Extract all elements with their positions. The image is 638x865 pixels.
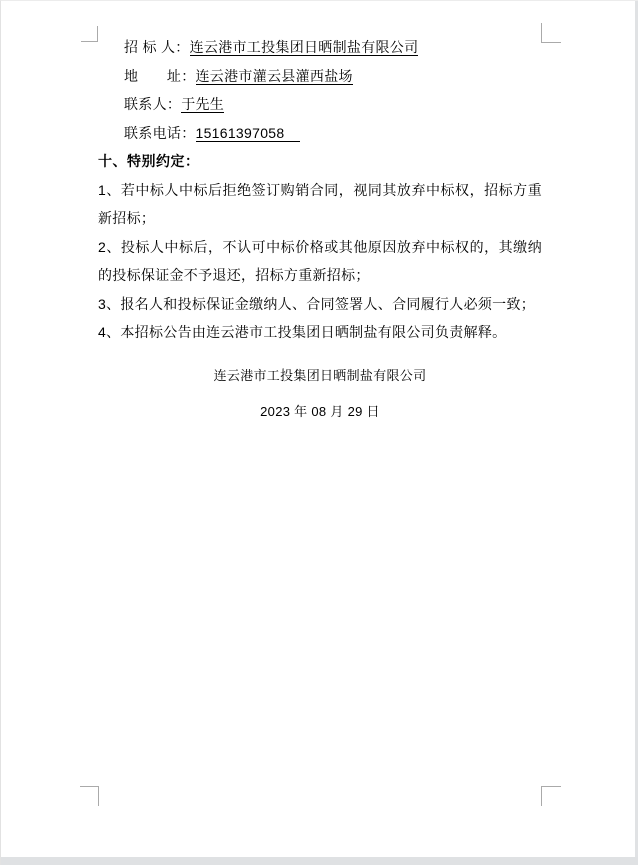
document-body: [98, 33, 542, 427]
clause-3: 3、报名人和投标保证金缴纳人、合同签署人、合同履行人必须一致；: [98, 295, 536, 312]
signature-company-name: 连云港市工投集团日晒制盐有限公司: [213, 367, 427, 383]
clause-1: 1、若中标人中标后拒绝签订购销合同，视同其放弃中标权，招标方重新招标；: [98, 181, 542, 226]
address-row: [124, 62, 542, 91]
margin-crop-mark-top-left: [81, 26, 98, 42]
page-bottom-edge-background: [1, 857, 638, 865]
bidder-label: 招 标 人：: [124, 39, 190, 55]
address-label: 地 址：: [124, 67, 196, 84]
phone-label: 联系电话：: [124, 124, 196, 141]
bidder-value: 连云港市工投集团日晒制盐有限公司: [189, 39, 419, 55]
phone-value: 15161397058: [196, 125, 301, 142]
contact-person-row: [124, 90, 542, 119]
contact-person-label: 联系人：: [124, 96, 182, 112]
address-value: 连云港市灌云县灌西盐场: [195, 67, 353, 84]
margin-crop-mark-bottom-left: [80, 786, 99, 806]
section-heading-special-terms: 十、特别约定：: [98, 153, 200, 169]
margin-crop-mark-top-right: [541, 23, 561, 43]
phone-row: [124, 119, 542, 148]
clause-4: 4、本招标公告由连云港市工投集团日晒制盐有限公司负责解释。: [98, 324, 507, 340]
contact-person-value: 于先生: [181, 96, 225, 112]
clause-2: 2、投标人中标后，不认可中标价格或其他原因放弃中标权的，其缴纳的投标保证金不予退还，招标方重新招标；: [98, 238, 542, 283]
signature-date: 2023 年 08 月 29 日: [260, 404, 380, 419]
margin-crop-mark-bottom-right: [541, 786, 561, 806]
bidder-row: [124, 33, 542, 62]
